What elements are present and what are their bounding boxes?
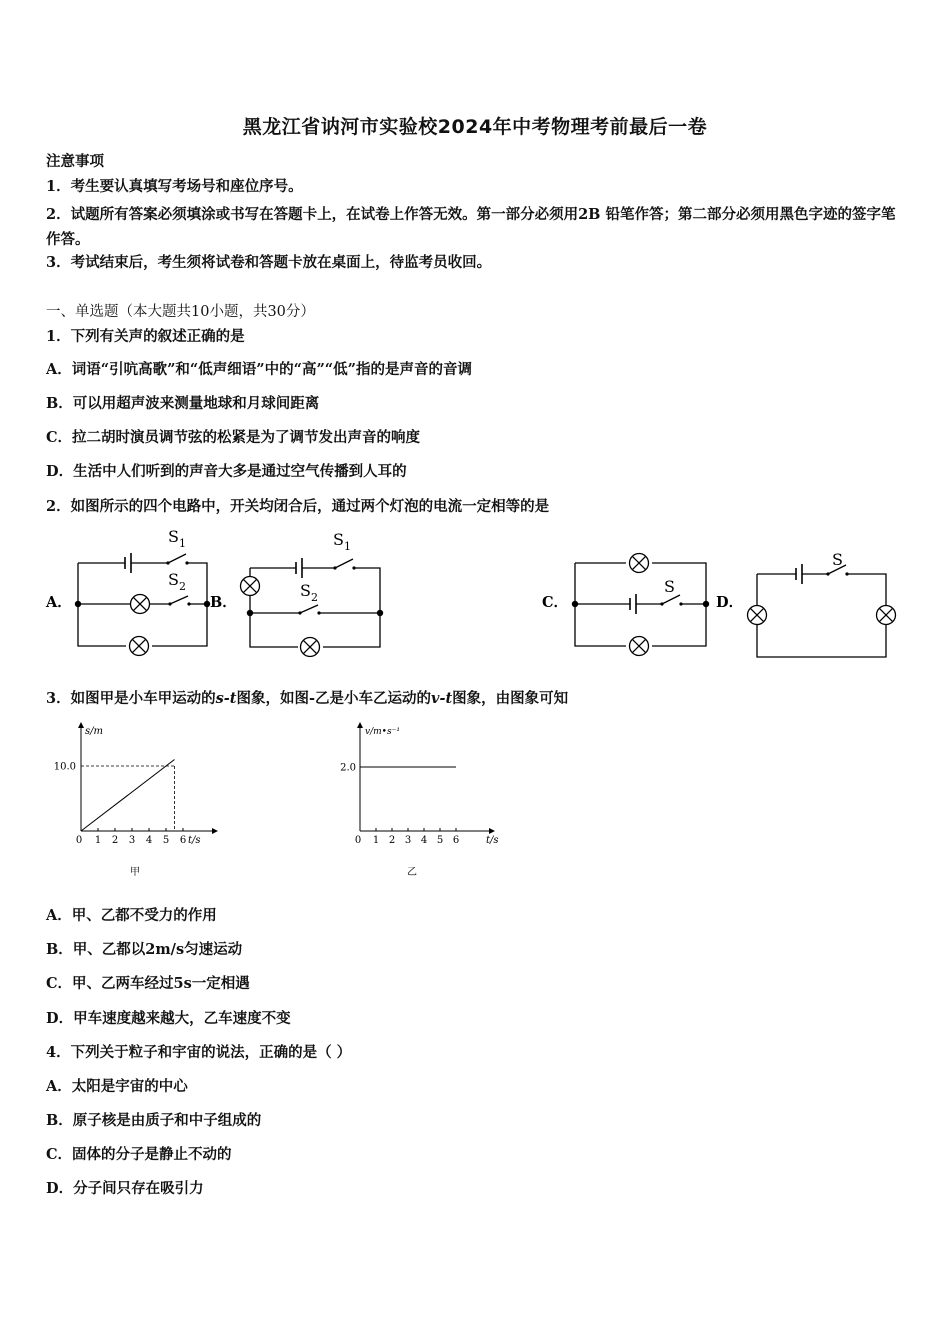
notice-item-3: 3．考试结束后，考生须将试卷和答题卡放在桌面上，待监考员收回。 xyxy=(46,254,492,271)
q4-option-b: B．原子核是由质子和中子组成的 xyxy=(46,1112,262,1129)
q3-option-d: D．甲车速度越来越大，乙车速度不变 xyxy=(46,1010,291,1027)
q4-stem: 4．下列关于粒子和宇宙的说法，正确的是（ ） xyxy=(46,1044,352,1061)
q1-option-c: C．拉二胡时演员调节弦的松紧是为了调节发出声音的响度 xyxy=(46,429,421,446)
graph-yi-tick-label: 1 xyxy=(372,835,380,846)
switch-label-b-s1: $S_1$ xyxy=(333,530,351,553)
graph-jia-x-label: t/s xyxy=(188,835,201,846)
q2-label-c: C． xyxy=(542,594,569,611)
q3-option-b: B．甲、乙都以2m/s匀速运动 xyxy=(46,941,243,958)
graph-jia xyxy=(54,722,218,878)
q4-option-a: A．太阳是宇宙的中心 xyxy=(46,1078,188,1095)
switch-label-d-s: S xyxy=(832,550,843,569)
graph-yi-caption: 乙 xyxy=(407,867,417,878)
graph-jia-line xyxy=(81,760,175,832)
graph-yi-tick-label: 5 xyxy=(436,835,444,846)
bulb-b1 xyxy=(241,577,260,596)
q3-option-c: C．甲、乙两车经过5s一定相遇 xyxy=(46,975,250,992)
switch-label-b-s2: $S_2$ xyxy=(300,581,318,604)
bulb-a1 xyxy=(131,595,150,614)
switch-label-a-s2: $S_2$ xyxy=(168,570,186,593)
q4-option-c: C．固体的分子是静止不动的 xyxy=(46,1146,232,1163)
graph-jia-tick-label: 5 xyxy=(162,835,170,846)
q1-option-d: D．生活中人们听到的声音大多是通过空气传播到人耳的 xyxy=(46,463,407,480)
page-title: 黑龙江省讷河市实验校2024年中考物理考前最后一卷 xyxy=(242,116,708,138)
q2-label-d: D． xyxy=(716,594,744,611)
graph-jia-tick-label: 0 xyxy=(75,835,83,846)
graph-yi-x-label: t/s xyxy=(486,835,499,846)
q2-label-a: A． xyxy=(46,594,72,611)
graph-jia-y-value: 10.0 xyxy=(53,761,76,773)
q1-stem: 1．下列有关声的叙述正确的是 xyxy=(46,328,245,345)
graph-jia-tick-label: 4 xyxy=(145,835,153,846)
graph-yi-y-label: v/m•s⁻¹ xyxy=(365,727,400,737)
switch-label-a-s1: $S_1$ xyxy=(168,527,186,550)
q1-option-b: B．可以用超声波来测量地球和月球间距离 xyxy=(46,395,320,412)
q2-stem: 2．如图所示的四个电路中，开关均闭合后，通过两个灯泡的电流一定相等的是 xyxy=(46,498,550,515)
bulb-b2 xyxy=(301,638,320,657)
section-heading: 一、单选题（本大题共10小题，共30分） xyxy=(46,304,315,320)
bulb-c2 xyxy=(630,637,649,656)
graph-jia-tick-label: 6 xyxy=(179,835,187,846)
q3-stem: 3．如图甲是小车甲运动的s-t图象，如图-乙是小车乙运动的v-t图象，由图象可知 xyxy=(46,690,569,707)
notice-item-1: 1．考生要认真填写考场号和座位序号。 xyxy=(46,178,303,195)
q3-option-a: A．甲、乙都不受力的作用 xyxy=(46,907,217,924)
bulb-a2 xyxy=(130,637,149,656)
graph-yi-tick-label: 2 xyxy=(388,835,396,846)
graph-jia-caption: 甲 xyxy=(130,867,140,878)
notice-heading: 注意事项 xyxy=(46,153,104,170)
graph-yi-tick-label: 6 xyxy=(452,835,460,846)
graph-yi-y-value: 2.0 xyxy=(340,762,356,774)
circuit-d xyxy=(757,564,886,657)
switch-label-c-s: S xyxy=(664,577,675,596)
q2-circuits-figure xyxy=(0,520,950,670)
q3-graphs-figure xyxy=(40,718,520,883)
graph-yi-tick-label: 3 xyxy=(404,835,412,846)
graph-jia-tick-label: 3 xyxy=(128,835,136,846)
q4-option-d: D．分子间只存在吸引力 xyxy=(46,1180,204,1197)
q2-label-b: B． xyxy=(210,594,237,611)
graph-jia-tick-label: 1 xyxy=(94,835,102,846)
bulb-d1 xyxy=(748,606,767,625)
graph-yi xyxy=(340,722,498,878)
graph-yi-tick-label: 4 xyxy=(420,835,428,846)
q1-option-a: A．词语“引吭高歌”和“低声细语”中的“高”“低”指的是声音的音调 xyxy=(46,361,472,378)
bulb-d2 xyxy=(877,606,896,625)
graph-yi-tick-label: 0 xyxy=(354,835,362,846)
bulb-c1 xyxy=(630,554,649,573)
circuit-c xyxy=(575,563,706,646)
notice-item-2: 2．试题所有答案必须填涂或书写在答题卡上，在试卷上作答无效。第一部分必须用2B 铅笔作答；第二部分必须用黑色字迹的签字笔作答。 xyxy=(46,206,896,248)
graph-jia-tick-label: 2 xyxy=(111,835,119,846)
graph-jia-y-label: s/m xyxy=(85,726,103,737)
